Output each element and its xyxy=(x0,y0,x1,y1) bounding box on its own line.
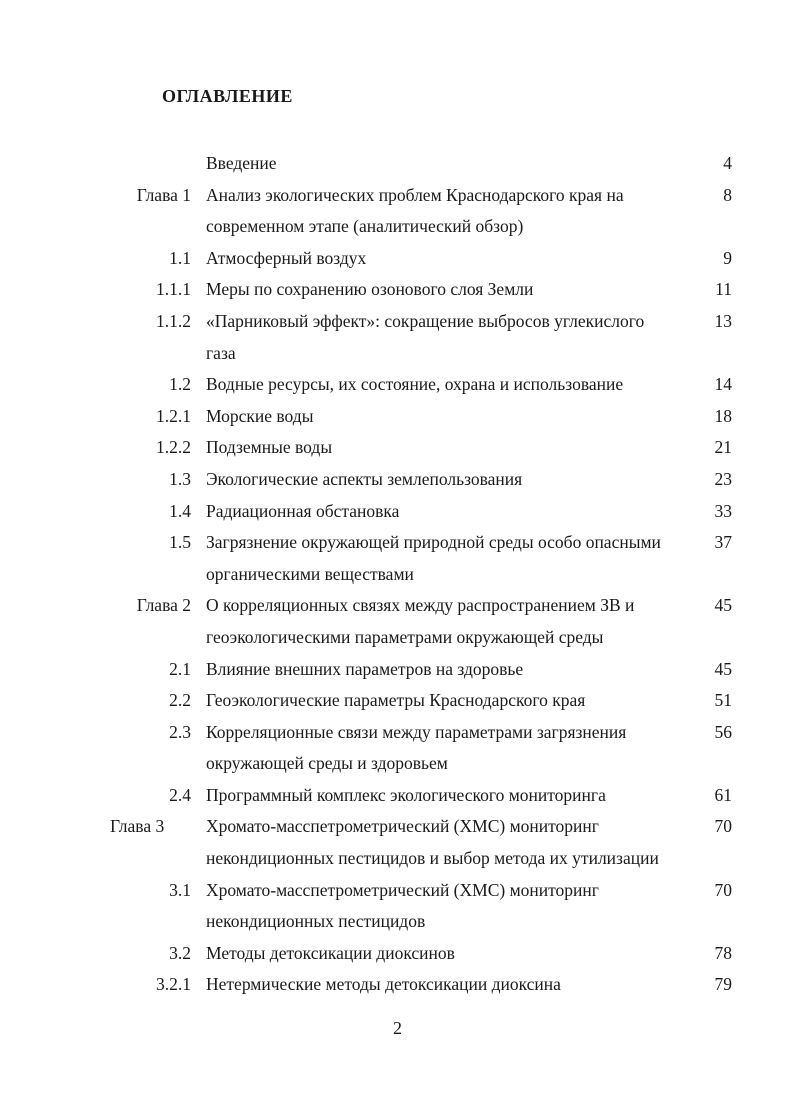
toc-entry-number: 1.1.2 xyxy=(156,310,191,331)
toc-entry-title: Хромато-масспетрометрический (ХМС) мониторинг xyxy=(206,816,599,837)
toc-entry-title: Загрязнение окружающей природной среды особо опасными xyxy=(206,532,661,553)
toc-entry-page: 79 xyxy=(714,974,732,995)
toc-entry-title: органическими веществами xyxy=(206,563,414,584)
toc-entry-number: 1.1.1 xyxy=(156,279,191,300)
toc-entry-title: Анализ экологических проблем Краснодарского края на xyxy=(206,184,624,205)
toc-entry-title: современном этапе (аналитический обзор) xyxy=(206,216,524,237)
toc-entry-title: Хромато-масспетрометрический (ХМС) мониторинг xyxy=(206,879,599,900)
toc-entry-page: 9 xyxy=(723,247,732,268)
toc-entry xyxy=(0,148,795,180)
toc-entry xyxy=(0,811,795,843)
toc-entry xyxy=(0,780,795,812)
toc-entry-page: 13 xyxy=(714,310,732,331)
toc-entry-number: 2.2 xyxy=(169,690,191,711)
toc-entry-title: Введение xyxy=(206,153,277,173)
toc-entry-page: 45 xyxy=(714,595,732,616)
toc-entry xyxy=(0,843,795,875)
toc-entry-title: Водные ресурсы, их состояние, охрана и использование xyxy=(206,374,624,395)
toc-entry xyxy=(0,306,795,338)
toc-entry xyxy=(0,622,795,654)
toc-entry-number: 2.4 xyxy=(169,784,191,805)
toc-entry-number: 1.4 xyxy=(169,500,191,521)
toc-entry-title: Геоэкологические параметры Краснодарского края xyxy=(206,690,586,711)
toc-entry-number: 1.2.2 xyxy=(156,437,191,458)
toc-entry-title: некондиционных пестицидов и выбор метода их утилизации xyxy=(206,848,659,869)
toc-entry xyxy=(0,969,795,1001)
toc-entry-number: Глава 1 xyxy=(136,184,191,205)
toc-entry-title: Корреляционные связи между параметрами загрязнения xyxy=(206,721,627,742)
toc-entry xyxy=(0,906,795,938)
toc-entry xyxy=(0,243,795,275)
toc-entry-title: газа xyxy=(206,342,236,363)
toc-entry-title: Морские воды xyxy=(206,405,314,426)
table-of-contents xyxy=(0,148,795,1001)
toc-entry-title: Меры по сохранению озонового слоя Земли xyxy=(206,279,534,300)
toc-entry xyxy=(0,938,795,970)
toc-entry-title: «Парниковый эффект»: сокращение выбросов углекислого xyxy=(206,310,645,331)
toc-entry xyxy=(0,875,795,907)
toc-entry-title: Атмосферный воздух xyxy=(206,247,367,268)
toc-entry-title: Влияние внешних параметров на здоровье xyxy=(206,658,524,679)
toc-entry xyxy=(0,369,795,401)
toc-entry-page: 21 xyxy=(714,437,732,458)
toc-entry-title: Методы детоксикации диоксинов xyxy=(206,942,455,963)
toc-entry-number: 1.5 xyxy=(169,532,191,553)
toc-entry-number: 3.2.1 xyxy=(156,974,191,995)
toc-entry xyxy=(0,432,795,464)
toc-entry xyxy=(0,590,795,622)
toc-entry-page: 33 xyxy=(714,500,732,521)
toc-entry-page: 70 xyxy=(714,816,732,837)
toc-entry-page: 23 xyxy=(714,468,732,489)
toc-entry-page: 14 xyxy=(714,374,732,395)
toc-entry-number: 1.2.1 xyxy=(156,405,191,426)
toc-entry-page: 45 xyxy=(714,658,732,679)
toc-entry-title: некондиционных пестицидов xyxy=(206,911,426,932)
toc-entry-number: Глава 3 xyxy=(110,816,165,837)
toc-entry-page: 51 xyxy=(714,690,732,711)
toc-entry-title: О корреляционных связях между распространением ЗВ и xyxy=(206,595,635,616)
toc-entry-number: 3.1 xyxy=(169,879,191,900)
toc-entry-number: 1.3 xyxy=(169,468,191,489)
toc-entry xyxy=(0,211,795,243)
toc-entry-number: Глава 2 xyxy=(136,595,191,616)
toc-entry-number: 2.3 xyxy=(169,721,191,742)
toc-entry-title: Подземные воды xyxy=(206,437,333,458)
toc-entry xyxy=(0,180,795,212)
toc-entry-page: 56 xyxy=(714,721,732,742)
toc-entry xyxy=(0,717,795,749)
toc-entry-number: 3.2 xyxy=(169,942,191,963)
toc-entry xyxy=(0,527,795,559)
toc-entry xyxy=(0,685,795,717)
toc-entry-page: 11 xyxy=(715,279,732,300)
toc-entry-page: 18 xyxy=(714,405,732,426)
toc-entry-number: 1.2 xyxy=(169,374,191,395)
toc-entry-page: 4 xyxy=(723,153,732,173)
toc-entry xyxy=(0,496,795,528)
toc-entry xyxy=(0,274,795,306)
toc-entry xyxy=(0,338,795,370)
toc-entry-page: 78 xyxy=(714,942,732,963)
toc-entry-page: 37 xyxy=(714,532,732,553)
page-number: 2 xyxy=(393,1018,402,1038)
toc-entry xyxy=(0,401,795,433)
toc-entry xyxy=(0,464,795,496)
toc-entry xyxy=(0,654,795,686)
toc-entry-page: 8 xyxy=(723,184,732,205)
toc-entry-page: 61 xyxy=(714,784,732,805)
toc-entry-title: Нетермические методы детоксикации диоксина xyxy=(206,974,561,995)
page-title: ОГЛАВЛЕНИЕ xyxy=(162,86,293,106)
toc-entry-number: 2.1 xyxy=(169,658,191,679)
toc-entry-title: Радиационная обстановка xyxy=(206,500,400,521)
toc-entry-page: 70 xyxy=(714,879,732,900)
toc-entry xyxy=(0,748,795,780)
toc-entry-title: Программный комплекс экологического мониторинга xyxy=(206,784,606,805)
toc-entry-number: 1.1 xyxy=(169,247,191,268)
toc-entry-title: геоэкологическими параметрами окружающей среды xyxy=(206,626,604,647)
toc-entry-title: Экологические аспекты землепользования xyxy=(206,468,523,489)
toc-entry xyxy=(0,559,795,591)
toc-entry-title: окружающей среды и здоровьем xyxy=(206,753,448,774)
